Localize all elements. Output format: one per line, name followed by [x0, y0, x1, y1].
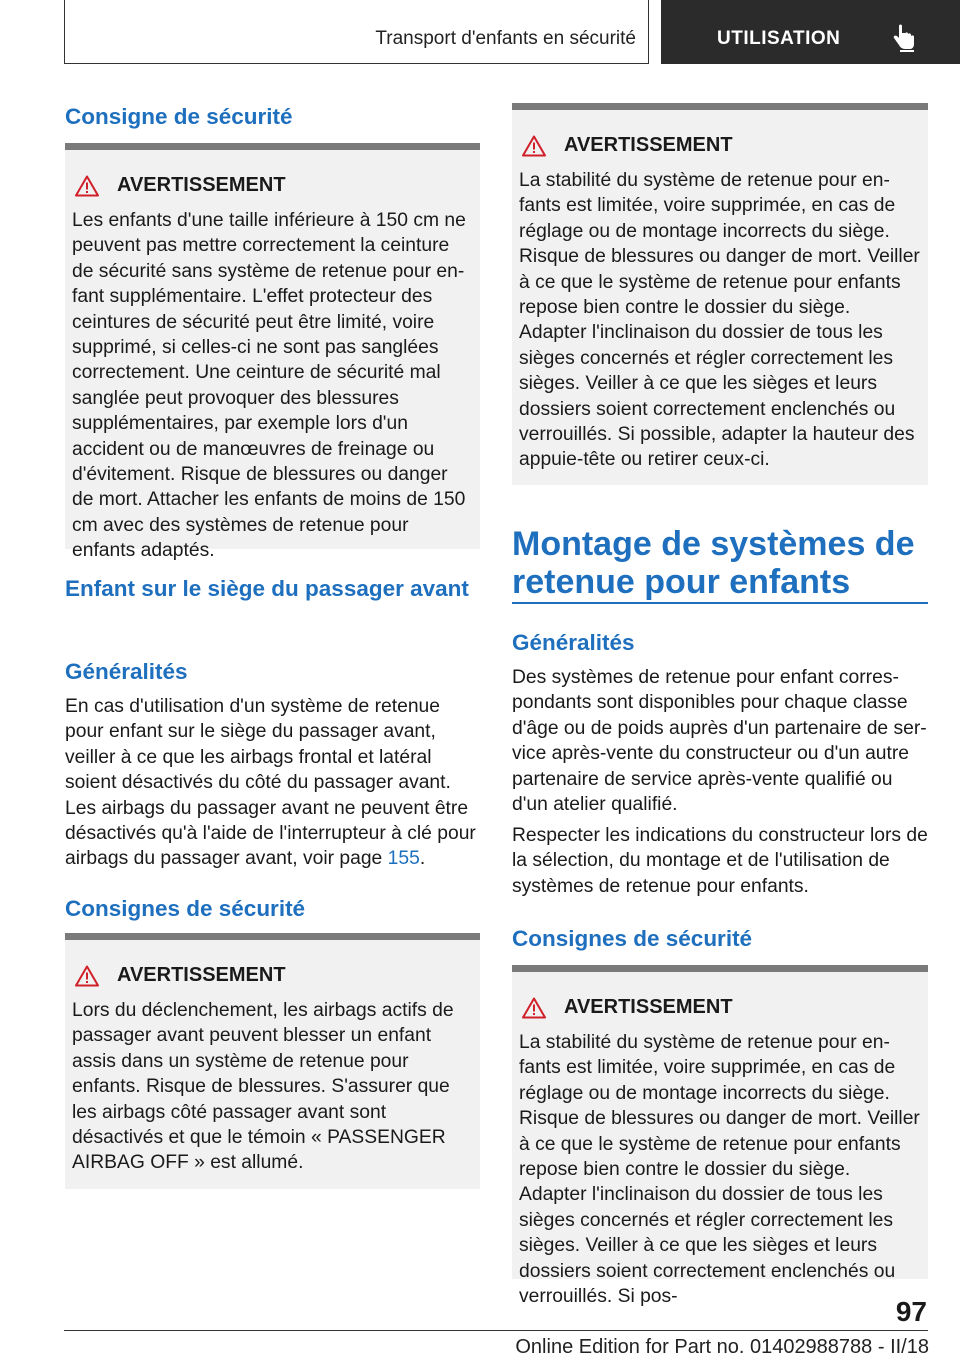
edition-note: Online Edition for Part no. 01402988788 - II/18	[515, 1336, 929, 1358]
heading-underline	[512, 602, 928, 604]
warning-box-seat-stability-2	[512, 965, 928, 1308]
warning-header	[75, 174, 286, 197]
warning-box-airbag	[65, 933, 480, 1189]
page-number: 97	[895, 1296, 927, 1327]
warning-text: La stabilité du système de retenue pour enfants est limitée, voire supprimée, en cas de réglage ou de montage incorrects du siège. Risque de blessures ou danger de mort. Veiller à ce que le système de retenue pour enfants repose bien contre le dossier du siège. Adapter l'inclinaison du dossier de tous les sièges concernés et régler correctement les sièges. Veiller à ce que les sièges et leurs dossiers soient correctement enclenchés ou verrouillés. Si pos-	[519, 1032, 920, 1308]
heading-front-passenger-seat: Enfant sur le siège du passager avant	[65, 576, 469, 601]
warning-header	[75, 964, 286, 987]
heading-mounting-child-seats: Montage de systèmes de retenue pour enfants	[512, 525, 915, 601]
heading-safety-notices: Consignes de sécurité	[512, 926, 753, 951]
chapter-tab[interactable]	[661, 0, 960, 64]
chapter-label: UTILISATION	[717, 28, 841, 49]
header-frame	[64, 0, 649, 64]
warning-header	[522, 996, 733, 1019]
warning-triangle-icon	[522, 135, 546, 157]
page-link-155[interactable]: 155	[387, 848, 420, 870]
warning-label: AVERTISSEMENT	[564, 134, 733, 156]
pointing-hand-icon	[892, 24, 916, 52]
warning-text: Les enfants d'une taille inférieure à 150 cm ne peuvent pas mettre correctement la ceinture de sécurité sans système de retenue pour enfant supplémentaire. L'effet protecteur des ceintures de sécurité peut être limité, voire supprimé, si celles-ci ne sont pas sanglées correctement. Une ceinture de sécurité mal sanglée peut provoquer des blessures supplémentaires, par exemple lors d'un accident ou de manœuvres de freinage ou d'évitement. Risque de blessures ou danger de mort. Attacher les enfants de moins de 150 cm avec des systèmes de retenue pour enfants adaptés.	[72, 210, 466, 562]
warning-triangle-icon	[522, 997, 546, 1019]
general-paragraph-2: Respecter les indications du constructeur lors de la sélection, du montage et de l'utilisation de systèmes de retenue pour enfants.	[512, 825, 928, 897]
general-end: .	[419, 848, 426, 870]
section-title: Transport d'enfants en sécurité	[375, 28, 636, 49]
warning-triangle-icon	[75, 965, 99, 987]
warning-box-seat-stability	[512, 103, 928, 485]
footer-divider	[64, 1330, 928, 1331]
warning-box-seatbelt	[65, 143, 480, 562]
warning-label: AVERTISSEMENT	[117, 964, 286, 986]
general-text: En cas d'utilisation d'un système de retenue pour enfant sur le siège du passager avant, veiller à ce que les airbags frontal et latéral soient désactivés du côté du passager avant. Les airbags du passager avant ne peuvent être désactivés qu'à l'aide de l'interrupteur à clé pour airbags du passager avant, voir page	[65, 696, 476, 870]
heading-general: Généralités	[512, 630, 635, 655]
general-paragraph-1: Des systèmes de retenue pour enfant correspondants sont disponibles pour chaque classe d'âge ou de poids auprès d'un partenaire de service après-vente du constructeur ou d'un autre partenaire de service après-vente qualifié ou d'un atelier qualifié.	[512, 667, 927, 816]
warning-label: AVERTISSEMENT	[564, 996, 733, 1018]
warning-header	[522, 134, 733, 157]
warning-text: Lors du déclenchement, les airbags actifs de passager avant peuvent blesser un enfant assis dans un système de retenue pour enfants. Risque de blessures. S'assurer que les airbags côté passager avant sont désactivés et que le témoin « PASSENGER AIRBAG OFF » est allumé.	[72, 1000, 454, 1174]
heading-safety-notice: Consigne de sécurité	[65, 104, 293, 129]
heading-safety-notices: Consignes de sécurité	[65, 896, 306, 921]
heading-general: Généralités	[65, 659, 188, 684]
warning-triangle-icon	[75, 175, 99, 197]
general-paragraph	[65, 694, 480, 872]
warning-label: AVERTISSEMENT	[117, 174, 286, 196]
warning-text: La stabilité du système de retenue pour enfants est limitée, voire supprimée, en cas de réglage ou de montage incorrects du siège. Risque de blessures ou danger de mort. Veiller à ce que le système de retenue pour enfants repose bien contre le dossier du siège. Adapter l'inclinaison du dossier de tous les sièges concernés et régler correctement les sièges. Veiller à ce que les sièges et leurs dossiers soient correctement enclenchés ou verrouillés. Si possible, adapter la hauteur des appuie-tête ou retirer ceux-ci.	[519, 170, 920, 471]
